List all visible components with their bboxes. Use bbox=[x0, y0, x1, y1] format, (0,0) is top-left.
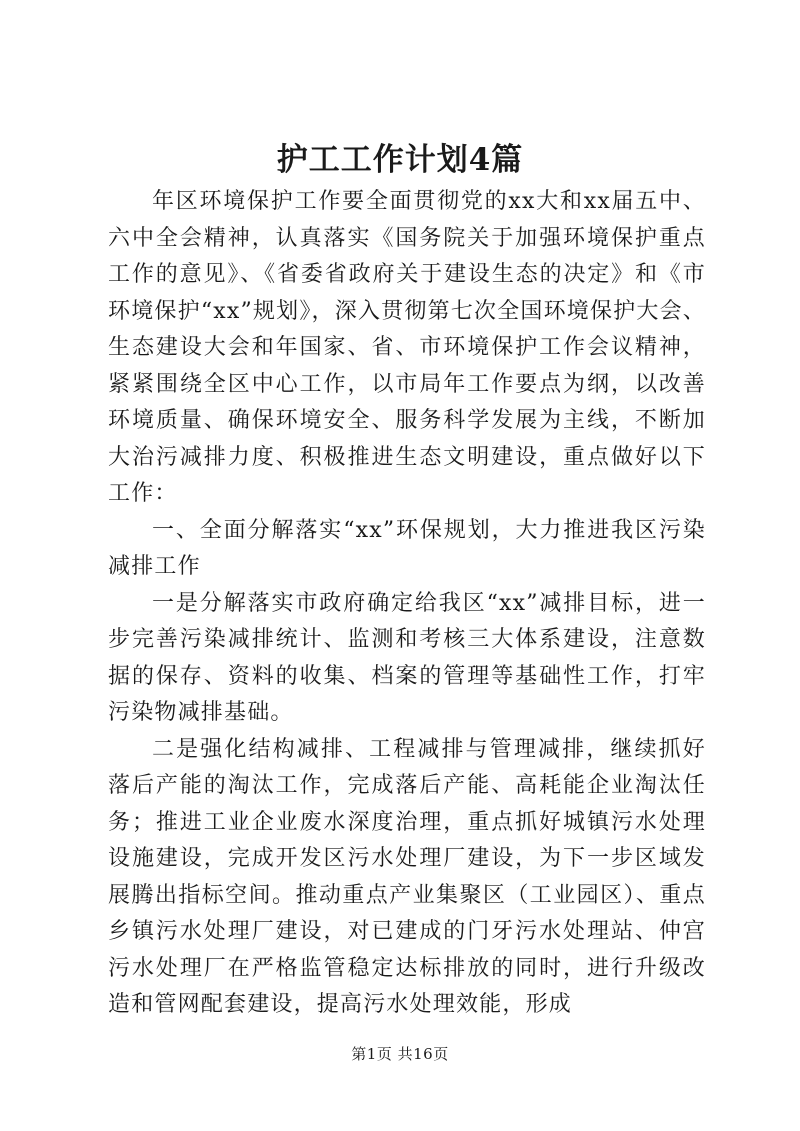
paragraph-point-one: 一是分解落实市政府确定给我区“xx”减排目标，进一步完善污染减排统计、监测和考核三大体系建设，注意数据的保存、资料的收集、档案的管理等基础性工作，打牢污染物减排基础。 bbox=[108, 590, 706, 725]
document-body bbox=[108, 184, 706, 1024]
paragraph-section-heading: 一、全面分解落实“xx”环保规划，大力推进我区污染减排工作 bbox=[108, 517, 706, 579]
page-footer: 第1页 共16页 bbox=[351, 1045, 449, 1063]
paragraph-point-two: 二是强化结构减排、工程减排与管理减排，继续抓好落后产能的淘汰工作，完成落后产能、高耗能企业淘汰任务；推进工业企业废水深度治理，重点抓好城镇污水处理设施建设，完成开发区污水处理厂建设，为下一步区域发展腾出指标空间。推动重点产业集聚区（工业园区）、重点乡镇污水处理厂建设，对已建成的门牙污水处理站、仲宫污水处理厂在严格监管稳定达标排放的同时，进行升级改造和管网配套建设，提高污水处理效能，形成 bbox=[108, 736, 706, 1017]
paragraph-intro: 年区环境保护工作要全面贯彻党的xx大和xx届五中、六中全会精神，认真落实《国务院关于加强环境保护重点工作的意见》、《省委省政府关于建设生态的决定》和《市环境保护“xx”规划》，深入贯彻第七次全国环境保护大会、生态建设大会和年国家、省、市环境保护工作会议精神，紧紧围绕全区中心工作，以市局年工作要点为纲，以改善环境质量、确保环境安全、服务科学发展为主线，不断加大治污减排力度、积极推进生态文明建设，重点做好以下工作： bbox=[108, 189, 706, 506]
document-title: 护工工作计划4篇 bbox=[276, 142, 524, 178]
